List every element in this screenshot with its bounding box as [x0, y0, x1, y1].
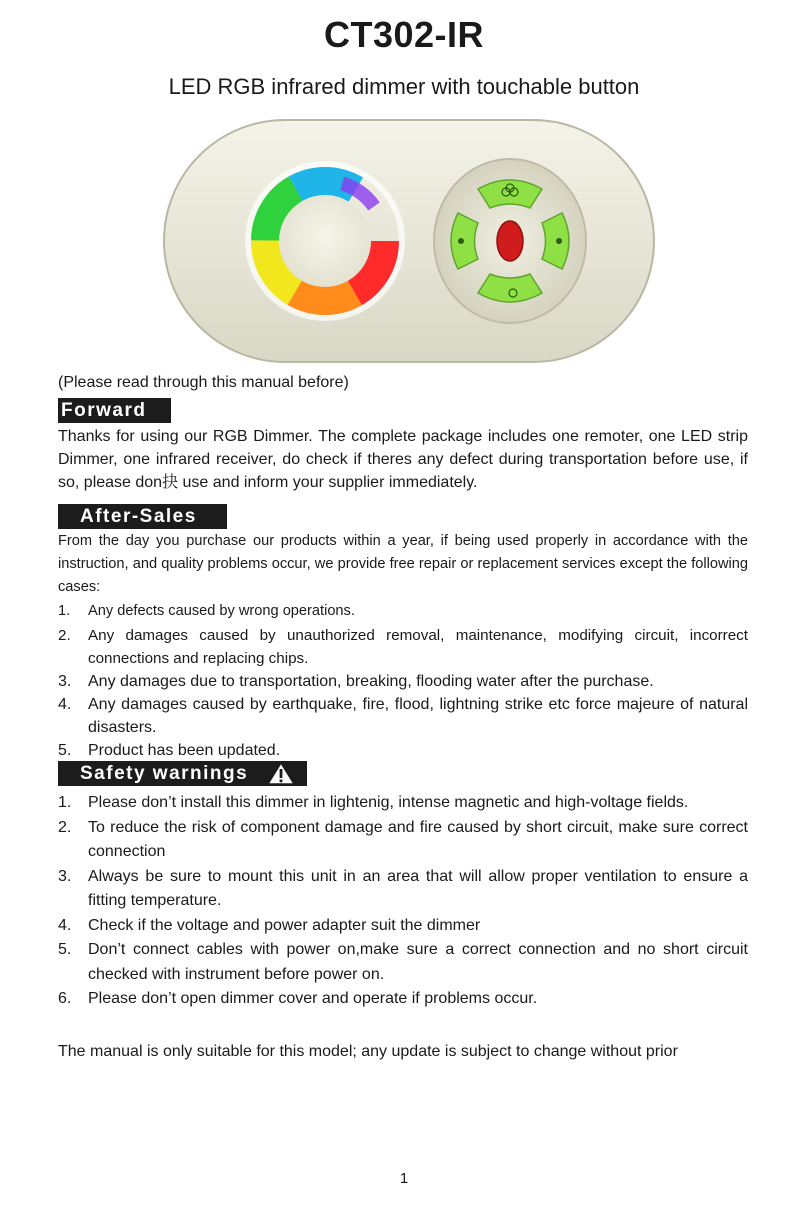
list-item: 2. To reduce the risk of component damage and fire caused by short circuit, make sure correct connection: [58, 818, 748, 860]
list-item: 4. Check if the voltage and power adapter suit the dimmer: [58, 916, 481, 934]
list-item: 1. Please don’t install this dimmer in lightenig, intense magnetic and high-voltage fields.: [58, 794, 689, 811]
read-manual-note: (Please read through this manual before): [58, 374, 349, 391]
page-title: CT302-IR: [323, 14, 485, 55]
list-item: 5. Product has been updated.: [58, 742, 281, 759]
rgb-dimmer-device-photo: [160, 116, 658, 366]
button-pad: [434, 159, 586, 323]
page-number: 1: [399, 1170, 409, 1187]
final-note: The manual is only suitable for this model; any update is subject to change without prior: [58, 1043, 678, 1060]
after-sales-intro: From the day you purchase our products within a year, if being used properly in accordance with the instruction, and quality problems occur, we provide free repair or replacement services except the following cases:: [58, 533, 748, 595]
list-item: 2. Any damages caused by unauthorized removal, maintenance, modifying circuit, incorrect connections and replacing chips.: [58, 627, 748, 667]
list-item: 4. Any damages caused by earthquake, fire, flood, lightning strike etc force majeure of natural disasters.: [58, 696, 748, 736]
left-button[interactable]: [451, 213, 478, 269]
list-item: 1. Any defects caused by wrong operations.: [58, 603, 355, 619]
list-item: 5. Don’t connect cables with power on,make sure a correct connection and no short circuit checked with instrument before power on.: [58, 941, 748, 983]
after-sales-list: [58, 600, 748, 762]
after-sales-heading: After-Sales: [58, 504, 227, 529]
warning-triangle-icon: [267, 762, 295, 785]
page-subtitle: LED RGB infrared dimmer with touchable button: [168, 74, 640, 99]
list-item: 6. Please don’t open dimmer cover and operate if problems occur.: [58, 990, 538, 1007]
forward-text: Thanks for using our RGB Dimmer. The complete package includes one remoter, one LED strip Dimmer, one infrared receiver, do check if theres any defect during transportation before use, if so, please don抉 use and inform your supplier immediately.: [58, 428, 748, 491]
center-button[interactable]: [497, 221, 523, 261]
safety-heading: [58, 761, 307, 786]
right-button[interactable]: [542, 213, 569, 269]
list-item: 3. Always be sure to mount this unit in an area that will allow proper ventilation to ensure a fitting temperature.: [58, 867, 748, 909]
forward-heading: Forward: [58, 398, 171, 423]
list-item: 3. Any damages due to transportation, breaking, flooding water after the purchase.: [58, 673, 654, 690]
safety-list: [58, 791, 748, 1012]
bottom-button[interactable]: [478, 274, 542, 302]
safety-heading-label: Safety warnings: [80, 763, 249, 784]
